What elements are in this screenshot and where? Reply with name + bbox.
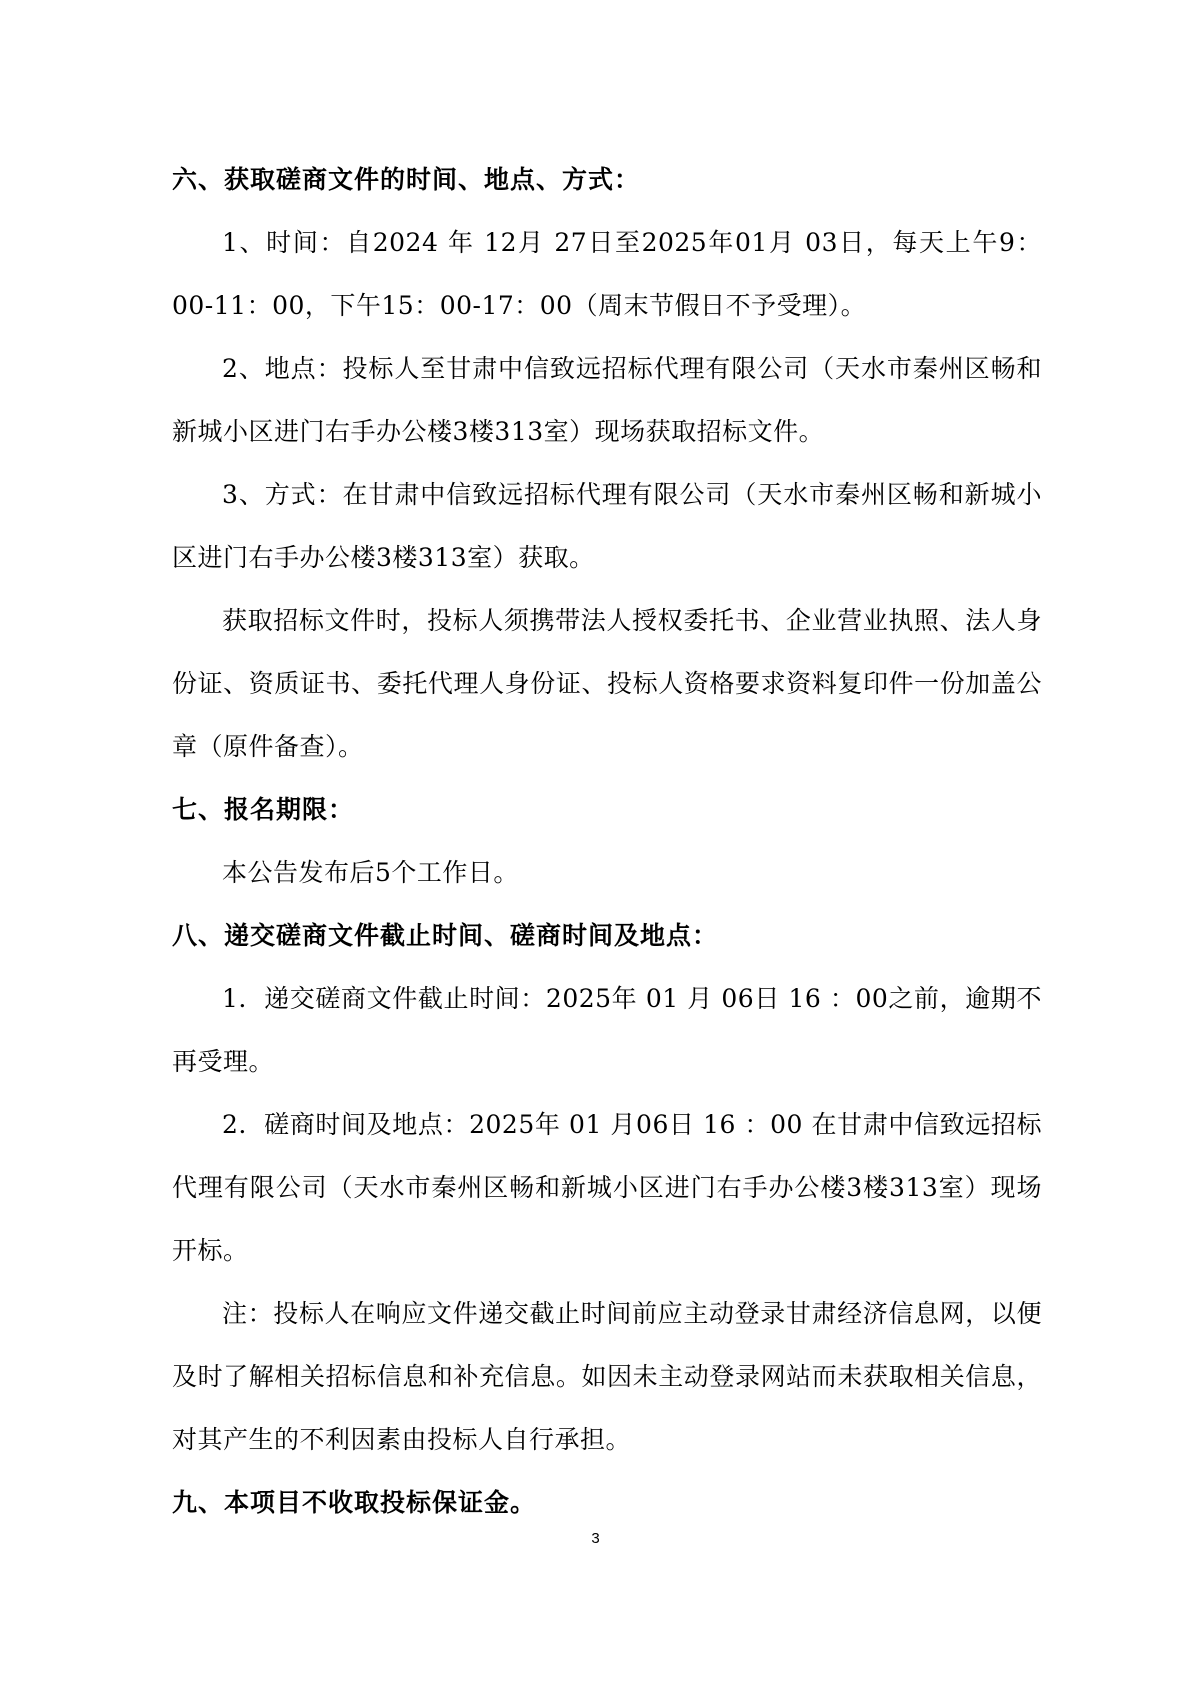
section-8-note-paragraph: 注：投标人在响应文件递交截止时间前应主动登录甘肃经济信息网，以便及时了解相关招标信息和补充信息。如因未主动登录网站而未获取相关信息，对其产生的不利因素由投标人自行承担。	[172, 1299, 1042, 1454]
section-6-heading: 六、获取磋商文件的时间、地点、方式：	[172, 165, 641, 194]
document-body	[172, 148, 1042, 1534]
section-8-heading: 八、递交磋商文件截止时间、磋商时间及地点：	[172, 921, 719, 950]
section-8-deadline-paragraph: 1．递交磋商文件截止时间：2025年 01 月 06日 16 ：00之前，逾期不再受理。	[172, 984, 1042, 1076]
section-7-heading: 七、报名期限：	[172, 795, 355, 824]
section-7-period-paragraph: 本公告发布后5个工作日。	[222, 858, 519, 887]
section-6-location-paragraph: 2、地点：投标人至甘肃中信致远招标代理有限公司（天水市秦州区畅和新城小区进门右手办公楼3楼313室）现场获取招标文件。	[172, 354, 1042, 446]
section-8-venue-paragraph: 2．磋商时间及地点：2025年 01 月06日 16 ：00 在甘肃中信致远招标代理有限公司（天水市秦州区畅和新城小区进门右手办公楼3楼313室）现场开标。	[172, 1110, 1042, 1265]
section-6-time-paragraph: 1、时间：自2024 年 12月 27日至2025年01月 03日，每天上午9：00-11：00，下午15：00-17：00（周末节假日不予受理）。	[172, 228, 1042, 320]
section-9-heading: 九、本项目不收取投标保证金。	[172, 1488, 537, 1517]
section-6-method-paragraph: 3、方式：在甘肃中信致远招标代理有限公司（天水市秦州区畅和新城小区进门右手办公楼3楼313室）获取。	[172, 480, 1042, 572]
page-number: 3	[591, 1530, 600, 1547]
section-6-documents-paragraph: 获取招标文件时，投标人须携带法人授权委托书、企业营业执照、法人身份证、资质证书、委托代理人身份证、投标人资格要求资料复印件一份加盖公章（原件备查）。	[172, 606, 1042, 761]
